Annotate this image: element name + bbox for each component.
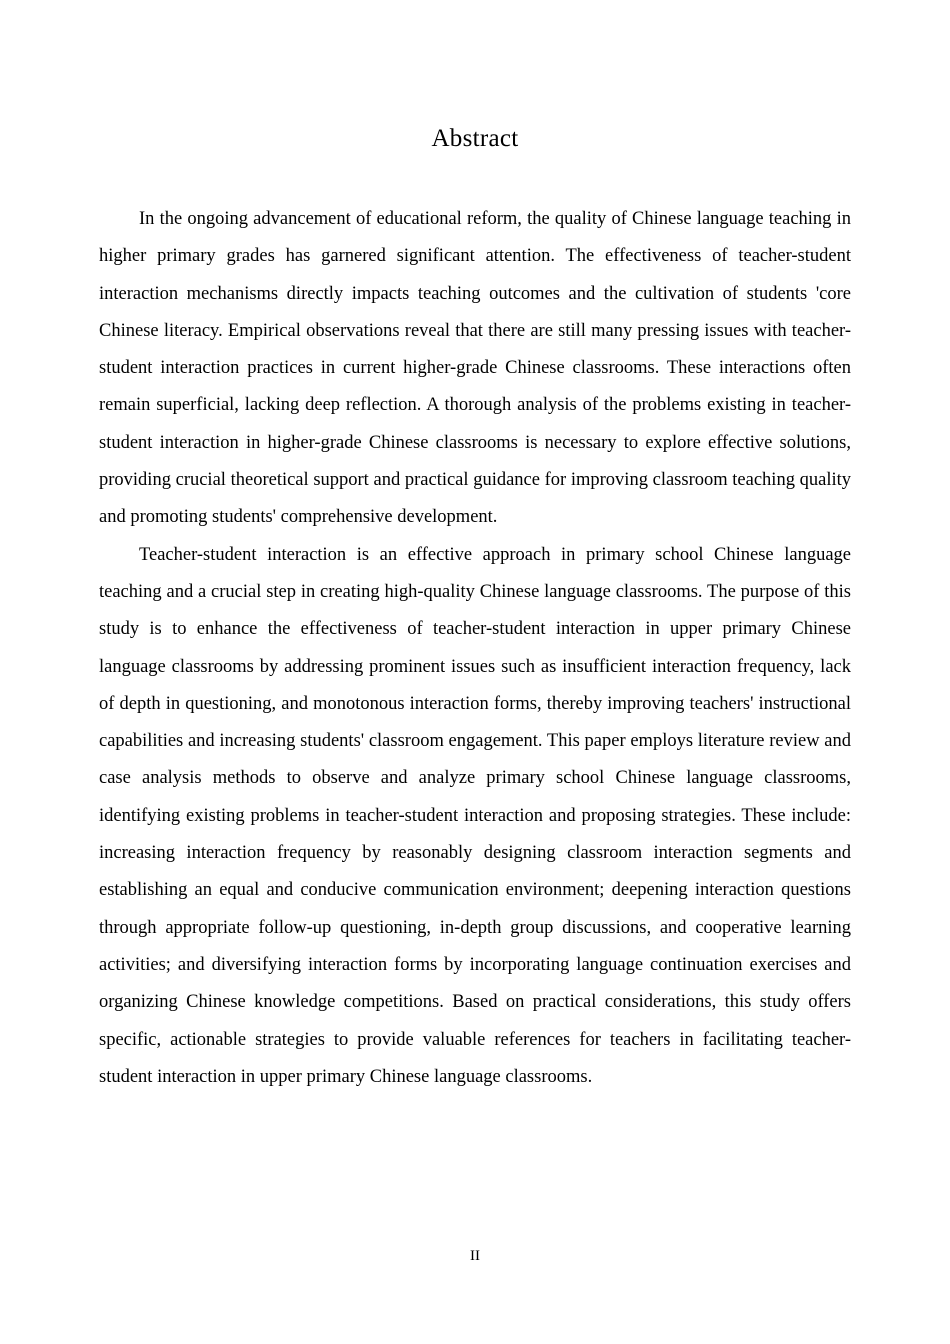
abstract-body: [99, 201, 851, 1096]
page-title: Abstract: [431, 125, 519, 152]
paragraph: In the ongoing advancement of educational reform, the quality of Chinese language teaching in higher primary grades has garnered significant attention. The effectiveness of teacher-student interaction mechanisms directly impacts teaching outcomes and the cultivation of students 'core Chinese literacy. Empirical observations reveal that there are still many pressing issues with teacher-student interaction practices in current higher-grade Chinese classrooms. These interactions often remain superficial, lacking deep reflection. A thorough analysis of the problems existing in teacher-student interaction in higher-grade Chinese classrooms is necessary to explore effective solutions, providing crucial theoretical support and practical guidance for improving classroom teaching quality and promoting students' comprehensive development.: [99, 209, 851, 528]
page-number: II: [470, 1248, 480, 1264]
paragraph: Teacher-student interaction is an effective approach in primary school Chinese language teaching and a crucial step in creating high-quality Chinese language classrooms. The purpose of this study is to enhance the effectiveness of teacher-student interaction in upper primary Chinese language classrooms by addressing prominent issues such as insufficient interaction frequency, lack of depth in questioning, and monotonous interaction forms, thereby improving teachers' instructional capabilities and increasing students' classroom engagement. This paper employs literature review and case analysis methods to observe and analyze primary school Chinese language classrooms, identifying existing problems in teacher-student interaction and proposing strategies. These include: increasing interaction frequency by reasonably designing classroom interaction segments and establishing an equal and conducive communication environment; deepening interaction questions through appropriate follow-up questioning, in-depth group discussions, and cooperative learning activities; and diversifying interaction forms by incorporating language continuation exercises and organizing Chinese knowledge competitions. Based on practical considerations, this study offers specific, actionable strategies to provide valuable references for teachers in facilitating teacher-student interaction in upper primary Chinese language classrooms.: [99, 544, 851, 1087]
